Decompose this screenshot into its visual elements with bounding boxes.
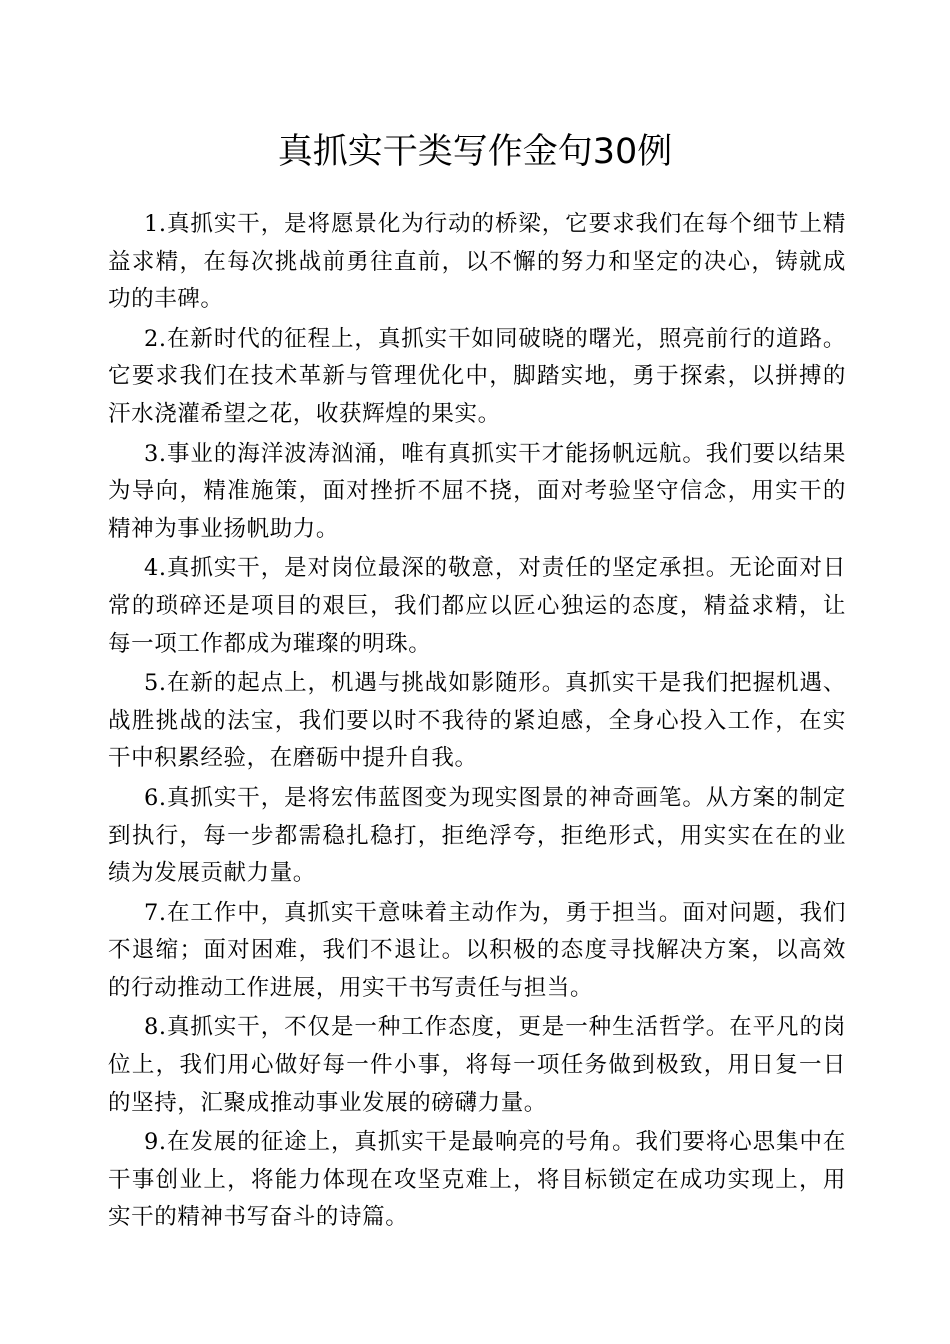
paragraph-6: 6.真抓实干，是将宏伟蓝图变为现实图景的神奇画笔。从方案的制定到执行，每一步都需稳扎稳打，拒绝浮夸，拒绝形式，用实实在在的业绩为发展贡献力量。: [108, 784, 846, 887]
document-body: [108, 206, 846, 1239]
paragraph-3: 3.事业的海洋波涛汹涌，唯有真抓实干才能扬帆远航。我们要以结果为导向，精准施策，面对挫折不屈不挠，面对考验坚守信念，用实干的精神为事业扬帆助力。: [108, 440, 846, 542]
paragraph-8: 8.真抓实干，不仅是一种工作态度，更是一种生活哲学。在平凡的岗位上，我们用心做好每一件小事，将每一项任务做到极致，用日复一日的坚持，汇聚成推动事业发展的磅礴力量。: [108, 1014, 846, 1116]
paragraph-9: 9.在发展的征途上，真抓实干是最响亮的号角。我们要将心思集中在干事创业上，将能力体现在攻坚克难上，将目标锁定在成功实现上，用实干的精神书写奋斗的诗篇。: [108, 1129, 846, 1231]
paragraph-1: 1.真抓实干，是将愿景化为行动的桥梁，它要求我们在每个细节上精益求精，在每次挑战前勇往直前，以不懈的努力和坚定的决心，铸就成功的丰碑。: [108, 211, 846, 313]
paragraph-2: 2.在新时代的征程上，真抓实干如同破晓的曙光，照亮前行的道路。它要求我们在技术革新与管理优化中，脚踏实地，勇于探索，以拼搏的汗水浇灌希望之花，收获辉煌的果实。: [108, 325, 846, 427]
paragraph-7: 7.在工作中，真抓实干意味着主动作为，勇于担当。面对问题，我们不退缩；面对困难，我们不退让。以积极的态度寻找解决方案，以高效的行动推动工作进展，用实干书写责任与担当。: [108, 899, 846, 1001]
document-title: 真抓实干类写作金句30例: [277, 132, 673, 172]
paragraph-5: 5.在新的起点上，机遇与挑战如影随形。真抓实干是我们把握机遇、战胜挑战的法宝，我们要以时不我待的紧迫感，全身心投入工作，在实干中积累经验，在磨砺中提升自我。: [108, 670, 846, 772]
paragraph-4: 4.真抓实干，是对岗位最深的敬意，对责任的坚定承担。无论面对日常的琐碎还是项目的艰巨，我们都应以匠心独运的态度，精益求精，让每一项工作都成为璀璨的明珠。: [108, 555, 846, 657]
